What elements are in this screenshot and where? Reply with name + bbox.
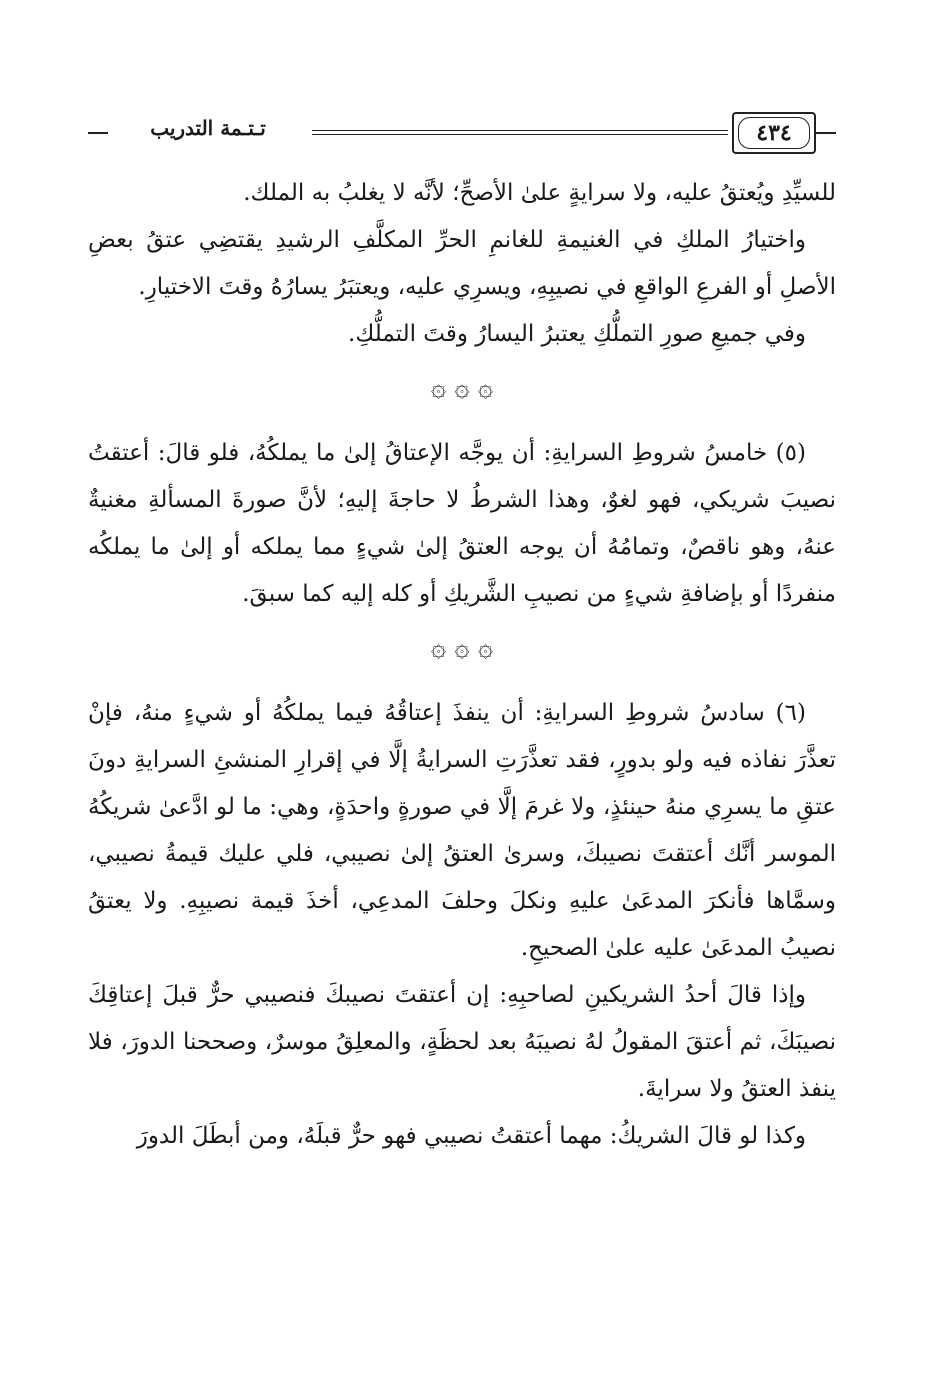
header-rule-left bbox=[88, 132, 108, 134]
page-header bbox=[88, 112, 836, 158]
section-divider-ornament: ۞ ۞ ۞ bbox=[430, 373, 494, 403]
paragraph-7: وكذا لو قالَ الشريكُ: مهما أعتقتُ نصيبي فهو حرٌّ قبلَهُ، ومن أبطَلَ الدورَ bbox=[136, 1123, 806, 1149]
paragraph-2: واختيارُ الملكِ في الغنيمةِ للغانمِ الحرِّ المكلَّفِ الرشيدِ يقتضِي عتقُ بعضِ الأصلِ أو الفرعِ الواقعِ في نصيبِهِ، ويسرِي عليه، ويعتبَرُ يسارُهُ وقتَ الاختيارِ. bbox=[88, 227, 836, 300]
paragraph-3: وفي جميعِ صورِ التملُّكِ يعتبرُ اليسارُ وقتَ التملُّكِ. bbox=[348, 321, 806, 347]
paragraph-condition-6: (٦) سادسُ شروطِ السرايةِ: أن ينفذَ إعتاقُهُ فيما يملكُهُ أو شيءٍ منهُ، فإنْ تعذَّرَ نفاذه فيه ولو بدورٍ، فقد تعذَّرَتِ السرايةُ إلَّا في إقرارِ المنشئِ السرايةِ دونَ عتقِ ما يسرِي منهُ حينئذٍ، ولا غرمَ إلَّا في صورةٍ واحدَةٍ، وهي: ما لو ادَّعىٰ شريكُهُ الموسر أنَّك أعتقتَ نصيبكَ، وسرىٰ العتقُ إلىٰ نصيبي، فلي عليك قيمةُ نصيبي، وسمَّاها فأنكرَ المدعَىٰ عليهِ ونكلَ وحلفَ المدعِي، أخذَ قيمة نصيبِهِ. ولا يعتقُ نصيبُ المدعَىٰ عليه علىٰ الصحيحِ. bbox=[88, 700, 836, 961]
header-rule-double bbox=[312, 130, 728, 135]
page-body bbox=[88, 170, 836, 1160]
page-number-box bbox=[732, 112, 816, 154]
page-number: ٤٣٤ bbox=[738, 117, 810, 149]
paragraph-6: وإذا قالَ أحدُ الشريكينِ لصاحبِهِ: إن أعتقتَ نصيبكَ فنصيبي حرٌّ قبلَ إعتاقِكَ نصيبَكَ، ثم أعتقَ المقولُ لهُ نصيبَهُ بعد لحظَةٍ، والمعلِقُ موسرٌ، وصححنا الدورَ، فلا ينفذ العتقُ ولا سرايةَ. bbox=[88, 982, 836, 1102]
paragraph-1: للسيِّدِ ويُعتقُ عليه، ولا سرايةٍ علىٰ الأصحِّ؛ لأنَّه لا يغلبُ به الملك. bbox=[243, 180, 836, 206]
section-divider-ornament: ۞ ۞ ۞ bbox=[430, 633, 494, 663]
running-title: تـتـمة التدريب bbox=[150, 116, 266, 140]
paragraph-condition-5: (٥) خامسُ شروطِ السرايةِ: أن يوجَّه الإعتاقُ إلىٰ ما يملكُهُ، فلو قالَ: أعتقتُ نصيبَ شريكي، فهو لغوٌ، وهذا الشرطُ لا حاجةَ إليهِ؛ لأنَّ صورةَ المسألةِ مغنيةٌ عنهُ، وهو ناقصٌ، وتمامُهُ أن يوجه العتقُ إلىٰ شيءٍ مما يملكه أو إلىٰ ما يملكُه منفردًا أو بإضافةِ شيءٍ من نصيبِ الشَّريكِ أو كله إليه كما سبقَ. bbox=[88, 440, 836, 607]
header-rule-right bbox=[816, 132, 836, 134]
